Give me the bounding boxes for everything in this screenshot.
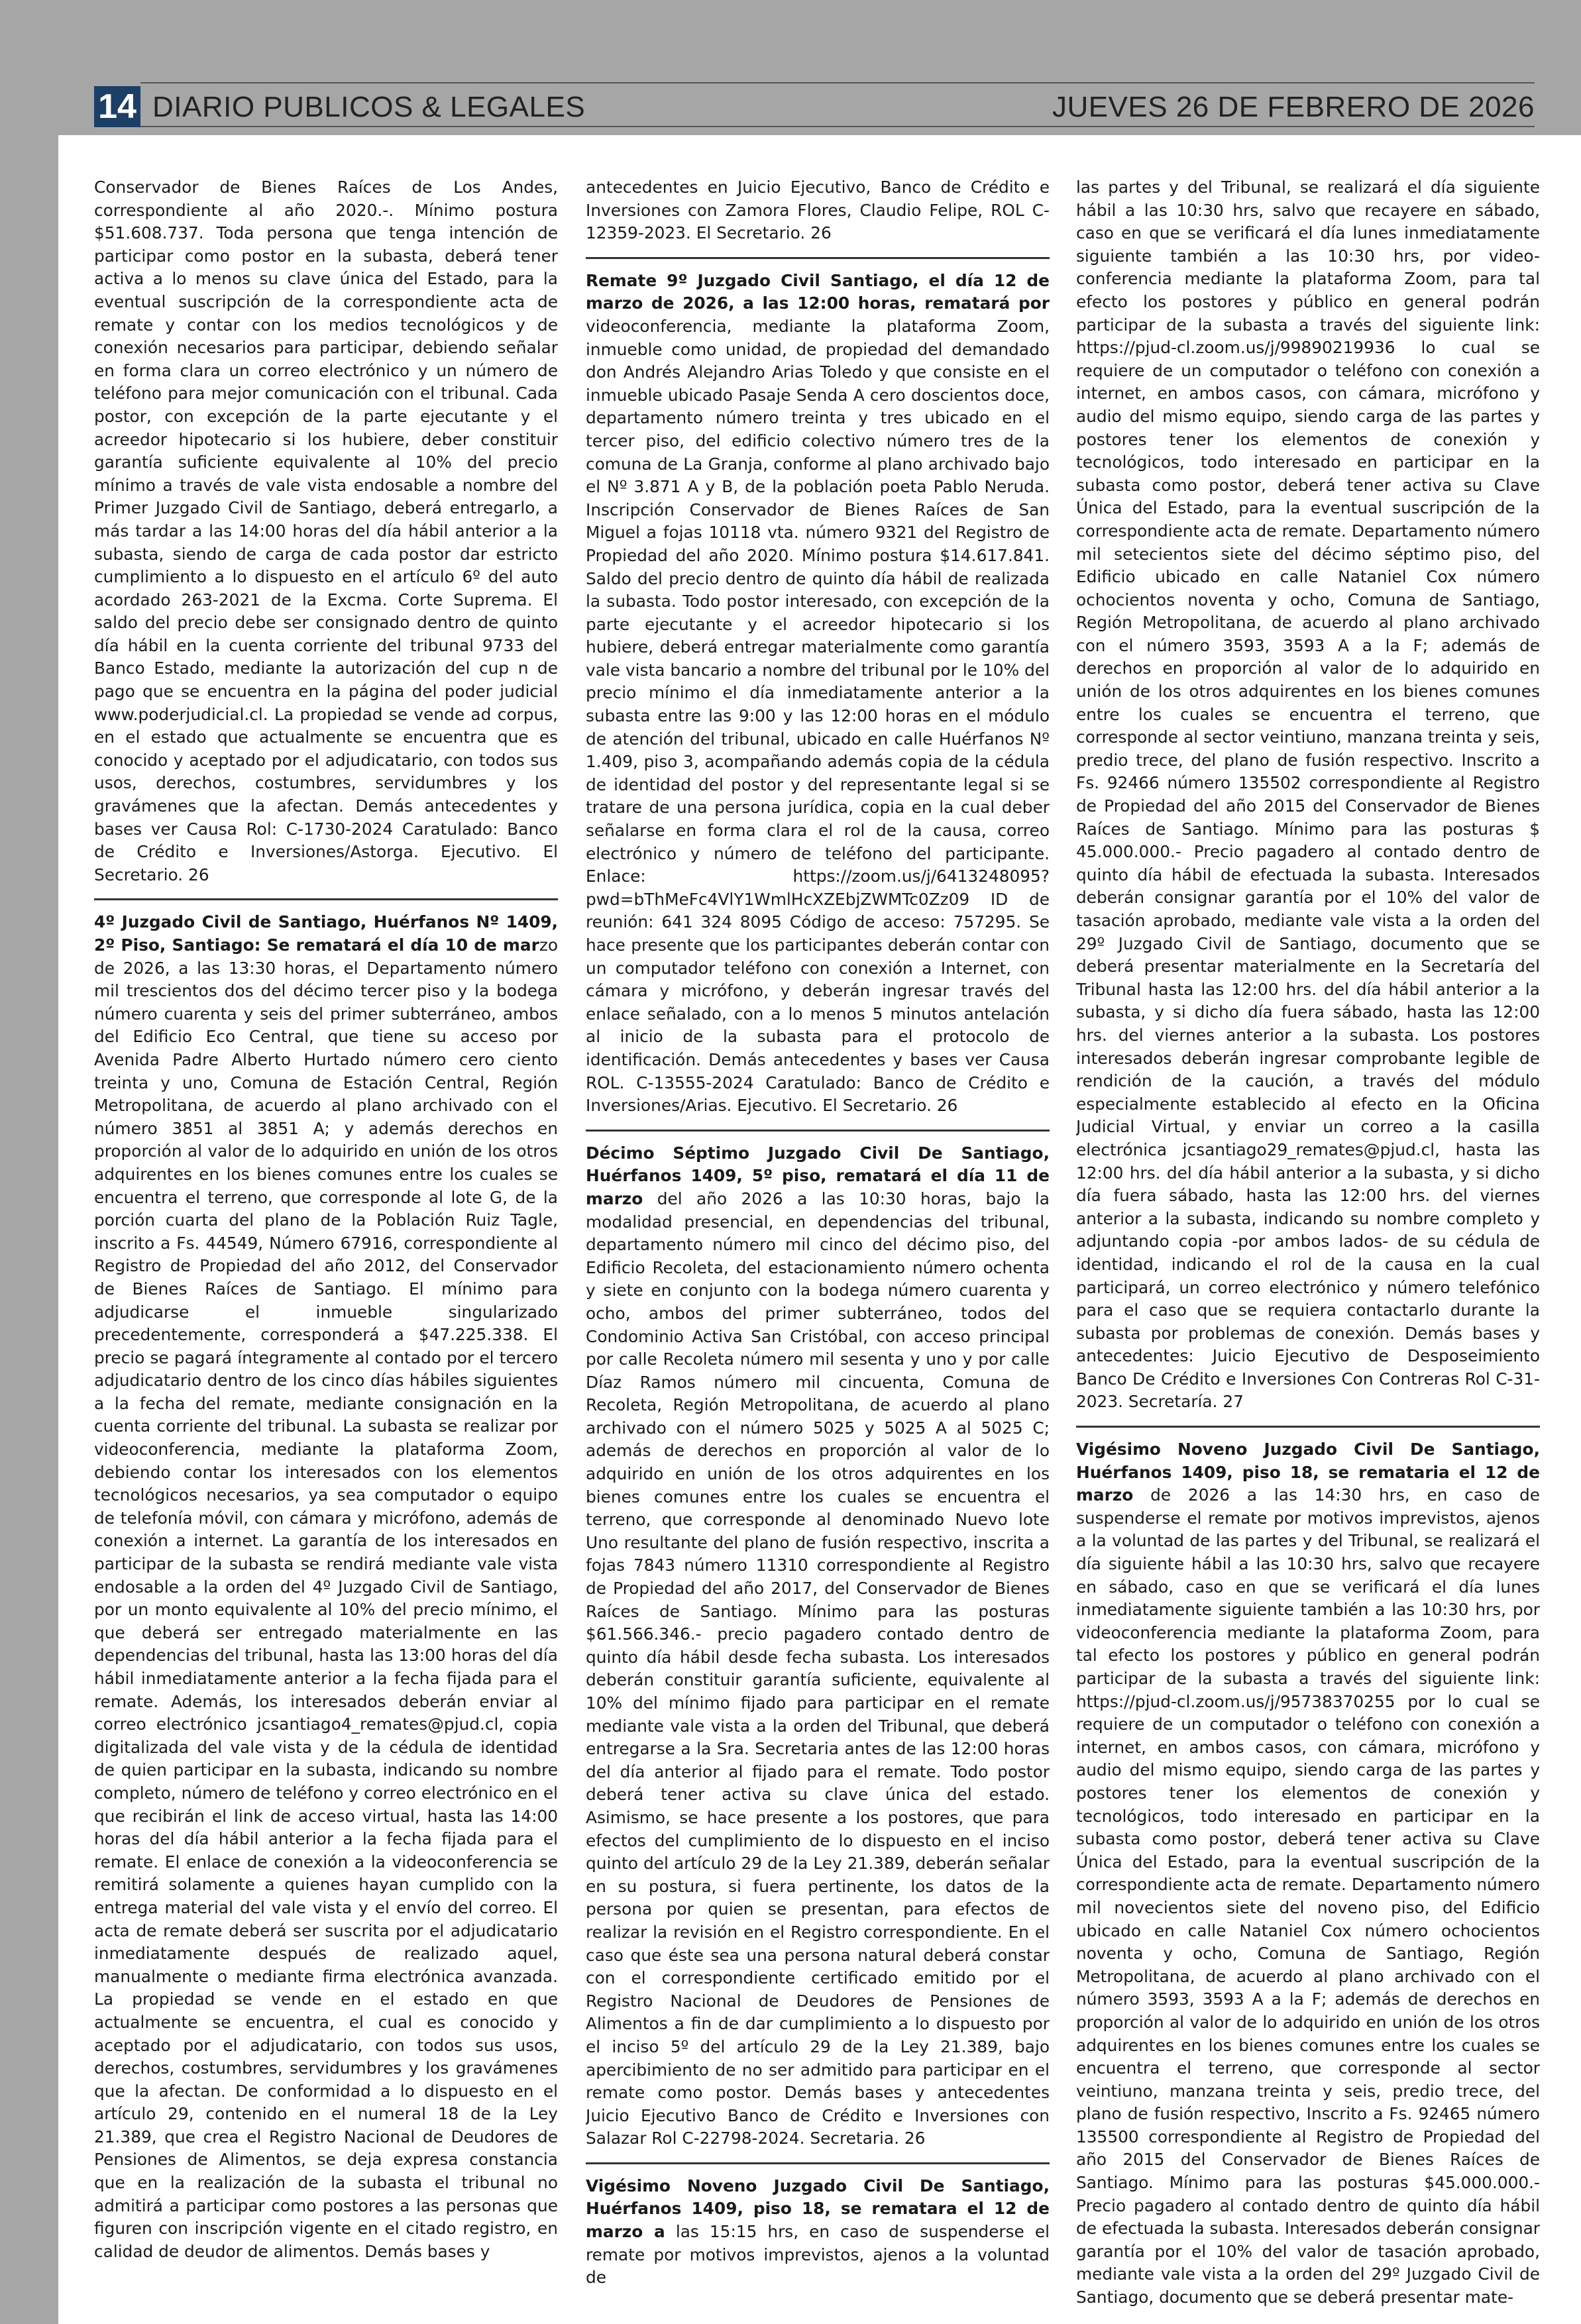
publication-name: DIARIO PUBLICOS & LEGALES — [152, 91, 586, 123]
notice-heading: Vigésimo Noveno Juzgado Civil De Santiago, Huérfanos 1409, piso 18, se rematara el 12 de marzo a — [586, 2176, 1050, 2242]
notice-heading: Remate 9º Juzgado Civil Santiago, el día 12 de marzo de 2026, a las 12:00 horas, rematará por — [586, 270, 1050, 313]
notice-continuation — [94, 176, 558, 886]
notice-heading: Décimo Séptimo Juzgado Civil De Santiago, Huérfanos 1409, 5º piso, rematará el día 11 de marzo — [586, 1143, 1050, 1208]
notice-29-juzgado — [586, 2162, 1050, 2290]
issue-date: JUEVES 26 DE FEBRERO DE 2026 — [1052, 91, 1535, 123]
notice-17-juzgado — [586, 1130, 1050, 2150]
column-1 — [94, 176, 558, 2309]
notice-body: las partes y del Tribunal, se realizará el día siguiente hábil a las 10:30 hrs, salvo que recayere en sábado, caso en que se verificará el día lunes inmediatamente siguiente también a las 10:30 hrs, por video-conferencia mediante la plataforma Zoom, para tal efecto los postores y público en general podrán participar de la subasta a través del siguiente link: https://pjud-cl.zoom.us/j/99890219936 lo cual se requiere de un computador o teléfono con conexión a internet, en ambos casos, con cámara, micrófono y audio del mismo equipo, siendo carga de las partes y postores tener los elementos de conexión y tecnológicos, todo interesado en participar en la subasta como postor, deberá tener activa su Clave Única del Estado, para la eventual suscripción de la correspondiente acta de remate. Departamento número mil setecientos siete del décimo séptimo piso, del Edificio ubicado en calle Nataniel Cox número ochocientos noventa y ocho, Comuna de Santiago, Región Metropolitana, de acuerdo al plano archivado con el número 3593, 3593 A a la F; además de derechos en proporción al valor de lo adquirido en unión de los otros adquirentes en los bienes comunes entre los cuales se encuentra el terreno, que corresponde al sector veintiuno, manzana treinta y seis, predio trece, del plano de fusión respectivo. Inscrito a Fs. 92466 número 135502 correspondiente al Registro de Propiedad del año 2015 del Conservador de Bienes Raíces de Santiago. Mínimo para las posturas $ 45.000.000.- Precio pagadero al contado dentro de quinto día hábil de efectuada la subasta. Interesados deberán consignar garantía por el 10% del valor de tasación aprobado, mediante vale vista a la orden del 29º Juzgado Civil de Santiago, documento que se deberá presentar materialmente en la Secretaría del Tribunal hasta las 12:00 hrs. del día hábil anterior a la subasta, y si dicho día fuera sábado, hasta las 12:00 hrs. del viernes anterior a la subasta. Los postores interesados deberán ingresar comprobante legible de rendición de la caución, a través del módulo especialmente establecido al efecto en la Oficina Judicial Virtual, y enviar un correo a la casilla electrónica jcsantiago29_remates@pjud.cl, hasta las 12:00 hrs. del día hábil anterior a la subasta, y si dicho día fuera sábado, hasta las 12:00 hrs. del viernes anterior a la subasta, indicando su nombre completo y adjuntando copia -por ambos lados- de su cédula de identidad, indicando el rol de la causa en la cual participará, un correo electrónico y número telefónico para el caso que se requiera contactarlo durante la subasta por problemas de conexión. Demás bases y antecedentes: Juicio Ejecutivo de Desposeimiento Banco De Crédito e Inversiones Con Contreras Rol C-31-2023. Secretaría. 27 — [1076, 178, 1540, 1412]
page-number: 14 — [94, 86, 140, 127]
notice-body: de 2026 a las 14:30 hrs, en caso de suspenderse el remate por motivos imprevistos, ajenos a la voluntad de las partes y del Tribunal, se realizará el día siguiente hábil a las 10:30 hrs, salvo que recayere en sábado, caso en que se verificará el día lunes inmediatamente siguiente también a las 10:30 hrs, por videoconferencia mediante la plataforma Zoom, para tal efecto los postores y público en general podrán participar de la subasta a través del siguiente link: https://pjud-cl.zoom.us/j/95738370255 por lo cual se requiere de un computador o teléfono con conexión a internet, en ambos casos, con cámara, micrófono y audio del mismo equipo, siendo carga de las partes y postores tener los elementos de conexión y tecnológicos, todo interesado en participar en la subasta como postor, deberá tener activa su Clave Única del Estado, para la eventual suscripción de la correspondiente acta de remate. Departamento número mil novecientos siete del noveno piso, del Edificio ubicado en calle Nataniel Cox número ochocientos noventa y ocho, Comuna de Santiago, Región Metropolitana, de acuerdo al plano archivado con el número 3593, 3593 A a la F; además de derechos en proporción al valor de lo adquirido en unión de los otros adquirentes en los bienes comunes entre los cuales se encuentra el terreno, que corresponde al sector veintiuno, manzana treinta y seis, predio trece, del plano de fusión respectivo, Inscrito a Fs. 92465 número 135500 correspondiente al Registro de Propiedad del año 2015 del Conservador de Bienes Raíces de Santiago. Mínimo para las posturas $45.000.000.- Precio pagadero al contado dentro de quinto día hábil de efectuada la subasta. Interesados deberán consignar garantía por el 10% del valor de tasación aprobado, mediante vale vista a la orden del 29º Juzgado Civil de Santiago, documento que se deberá presentar mate- — [1076, 1485, 1540, 2307]
column-3 — [1076, 176, 1540, 2309]
notice-9-juzgado — [586, 257, 1050, 1118]
notice-body: zo de 2026, a las 13:30 horas, el Departamento número mil trescientos dos del décimo tercer piso y la bodega número cuarenta y seis del primer subterráneo, ambos del Edificio Eco Central, que tiene su acceso por Avenida Padre Alberto Hurtado número cero ciento treinta y uno, Comuna de Estación Central, Región Metropolitana, de acuerdo al plano archivado con el número 3851 al 3851 A; y además derechos en proporción al valor de lo adquirido en unión de los otros adquirentes en los bienes comunes entre los cuales se encuentra el terreno, que corresponde al lote G, de la porción cuarta del plano de la Población Ruiz Tagle, inscrito a Fs. 44549, Número 67916, correspondiente al Registro de Propiedad del año 2012, del Conservador de Bienes Raíces de Santiago. El mínimo para adjudicarse el inmueble singularizado precedentemente, corresponderá a $47.225.338. El precio se pagará íntegramente al contado por el tercero adjudicatario dentro de los cinco días hábiles siguientes a la fecha del remate, mediante consignación en la cuenta corriente del tribunal. La subasta se realizar por videoconferencia, mediante la plataforma Zoom, debiendo contar los interesados con los elementos tecnológicos necesarios, ya sea computador o equipo de telefonía móvil, con cámara y micrófono, además de conexión a internet. La garantía de los interesados en participar de la subasta se rendirá mediante vale vista endosable a la orden del 4º Juzgado Civil de Santiago, por un monto equivalente al 10% del precio mínimo, el que deberá ser entregado materialmente en las dependencias del tribunal, hasta las 13:00 horas del día hábil inmediatamente anterior a la fecha fijada para el remate. Además, los interesados deberán enviar al correo electrónico jcsantiago4_remates@pjud.cl, copia digitalizada del vale vista y de la cédula de identidad de quien participar en la subasta, indicando su nombre completo, número de teléfono y correo electrónico en el que recibirán el link de acceso virtual, hasta las 14:00 horas del día hábil anterior a la fecha fijada para el remate. El enlace de conexión a la videoconferencia se remitirá solamente a quienes hayan cumplido con la entrega material del vale vista y el envío del correo. El acta de remate deberá ser suscrita por el adjudicatario inmediatamente después de realizado aquel, manualmente o mediante firma electrónica avanzada. La propiedad se vende en el estado en que actualmente se encuentra, el cual es conocido y aceptado por el adjudicatario, con todos sus usos, derechos, costumbres, servidumbres y los gravámenes que la afectan. De conformidad a lo dispuesto en el artículo 29, contenido en el numeral 18 de la Ley 21.389, que crea el Registro Nacional de Deudores de Pensiones de Alimentos, se deja expresa constancia que en la realización de la subasta el tribunal no admitirá a participar como postores a las personas que figuren con inscripción vigente en el citado registro, en calidad de deudor de alimentos. Demás bases y — [94, 935, 558, 2261]
page-header — [94, 82, 1535, 126]
notice-4-juzgado — [94, 898, 558, 2263]
notice-heading: 4º Juzgado Civil de Santiago, Huérfanos Nº 1409, 2º Piso, Santiago: Se rematará el día 10 de mar — [94, 912, 558, 955]
notice-continuation — [1076, 176, 1540, 1414]
header-rule-top — [140, 82, 1535, 83]
notice-body: del año 2026 a las 10:30 horas, bajo la modalidad presencial, en dependencias del tribunal, departamento número mil cinco del décimo piso, del Edificio Recoleta, del estacionamiento número ochenta y siete en conjunto con la bodega número cuarenta y ocho, ambos del primer subterráneo, todos del Condominio Activa San Cristóbal, con acceso principal por calle Recoleta número mil sesenta y uno y por calle Díaz Ramos número mil cincuenta, Comuna de Recoleta, Región Metropolitana, de acuerdo al plano archivado con el número 5025 y 5025 A al 5025 C; además de derechos en proporción al valor de lo adquirido en unión de los otros adquirentes en los bienes comunes entre los cuales se encuentra el terreno, que corresponde al denominado Nuevo lote Uno resultante del plano de fusión respectivo, inscrita a fojas 7843 número 11310 correspondiente al Registro de Propiedad del año 2017, del Conservador de Bienes Raíces de Santiago. Mínimo para las posturas $61.566.346.- precio pagadero contado dentro de quinto día hábil desde fecha subasta. Los interesados deberán constituir garantía suficiente, equivalente al 10% del mínimo fijado para participar en el remate mediante vale vista a la orden del Tribunal, que deberá entregarse a la Sra. Secretaria antes de las 12:00 horas del día anterior al fijado para el remate. Todo postor deberá tener activa su clave única del estado. Asimismo, se hace presente a los postores, que para efectos del cumplimiento de lo dispuesto en el inciso quinto del artículo 29 de la Ley 21.389, deberán señalar en su postura, si fuera pertinente, los datos de la persona por quien se presentan, para efectos de realizar la revisión en el Registro correspondiente. En el caso que éste sea una persona natural deberá constar con el correspondiente certificado emitido por el Registro Nacional de Deudores de Pensiones de Alimentos a fin de dar cumplimiento a lo dispuesto por el inciso 5º del artículo 29 de la Ley 21.389, bajo apercibimiento de no ser admitido para participar en el remate como postor. Demás bases y antecedentes Juicio Ejecutivo Banco de Crédito e Inversiones con Salazar Rol C-22798-2024. Secretaria. 26 — [586, 1188, 1050, 2148]
notice-body: antecedentes en Juicio Ejecutivo, Banco de Crédito e Inversiones con Zamora Flores, Claudio Felipe, ROL C-12359-2023. El Secretario. 26 — [586, 178, 1050, 243]
notice-heading: Vigésimo Noveno Juzgado Civil De Santiago, Huérfanos 1409, piso 18, se remataria el 12 de marzo — [1076, 1440, 1540, 1505]
notice-continuation — [586, 176, 1050, 245]
notice-body: las 15:15 hrs, en caso de suspenderse el remate por motivos imprevistos, ajenos a la voluntad de — [586, 2222, 1050, 2288]
column-2 — [586, 176, 1050, 2309]
header-rule-bottom — [140, 126, 1535, 127]
notice-body: Conservador de Bienes Raíces de Los Andes, correspondiente al año 2020.-. Mínimo postura $51.608.737. Toda persona que tenga intención de participar como postor en la subasta, deberá tener activa a lo menos su clave única del Estado, para la eventual suscripción de la correspondiente acta de remate y contar con los medios tecnológicos y de conexión necesarios para participar, debiendo señalar en forma clara un correo electrónico y un número de teléfono para mejor comunicación con el tribunal. Cada postor, con excepción de la parte ejecutante y el acreedor hipotecario si los hubiere, deber constituir garantía suficiente equivalente al 10% del precio mínimo a través de vale vista endosable a nombre del Primer Juzgado Civil de Santiago, deberá entregarlo, a más tardar a las 14:00 horas del día hábil anterior a la subasta, siendo de carga de cada postor dar estricto cumplimiento a lo dispuesto en el artículo 6º del auto acordado 263-2021 de la Excma. Corte Suprema. El saldo del precio debe ser consignado dentro de quinto día hábil en la cuenta corriente del tribunal 9733 del Banco Estado, mediante la autorización del cup n de pago que se encuentra en la página del poder judicial www.poderjudicial.cl. La propiedad se vende ad corpus, en el estado que actualmente se encuentra que es conocido y aceptado por el adjudicatario, con todos sus usos, derechos, costumbres, servidumbres y los gravámenes que la afectan. Demás antecedentes y bases ver Causa Rol: C-1730-2024 Caratulado: Banco de Crédito e Inversiones/Astorga. Ejecutivo. El Secretario. 26 — [94, 178, 558, 884]
notice-29-juzgado — [1076, 1426, 1540, 2309]
notice-body: videoconferencia, mediante la plataforma Zoom, inmueble como unidad, de propiedad del demandado don Andrés Alejandro Arias Toledo y que consiste en el inmueble ubicado Pasaje Senda A cero doscientos doce, departamento número treinta y tres ubicado en el tercer piso, del edificio colectivo número tres de la comuna de La Granja, conforme al plano archivado bajo el Nº 3.871 A y B, de la población poeta Pablo Neruda. Inscripción Conservador de Bienes Raíces de San Miguel a fojas 10118 vta. número 9321 del Registro de Propiedad del año 2020. Mínimo postura $14.617.841. Saldo del precio dentro de quinto día hábil de realizada la subasta. Todo postor interesado, con excepción de la parte ejecutante y el acreedor hipotecario si los hubiere, deberá entregar materialmente como garantía vale vista bancario a nombre del tribunal por le 10% del precio mínimo el día inmediatamente anterior a la subasta entre las 9:00 y las 12:00 horas en el módulo de atención del tribunal, ubicado en calle Huérfanos Nº 1.409, piso 3, acompañando además copia de la cédula de identidad del postor y del representante legal si se tratare de una persona jurídica, copia en la cual deber señalarse en forma clara el rol de la causa, correo electrónico y número de teléfono del participante. Enlace: https://zoom.us/j/6413248095?pwd=bThMeFc4VlY1WmlHcXZEbjZWMTc0Zz09 ID de reunión: 641 324 8095 Código de acceso: 757295. Se hace presente que los participantes deberán contar con un computador teléfono con conexión a Internet, con cámara y micrófono, y deberán ingresar través del enlace señalado, con a lo menos 5 minutos antelación al inicio de la subasta para el protocolo de identificación. Demás antecedentes y bases ver Causa ROL. C-13555-2024 Caratulado: Banco de Crédito e Inversiones/Arias. Ejecutivo. El Secretario. 26 — [586, 316, 1050, 1116]
page-sheet — [58, 135, 1581, 2324]
